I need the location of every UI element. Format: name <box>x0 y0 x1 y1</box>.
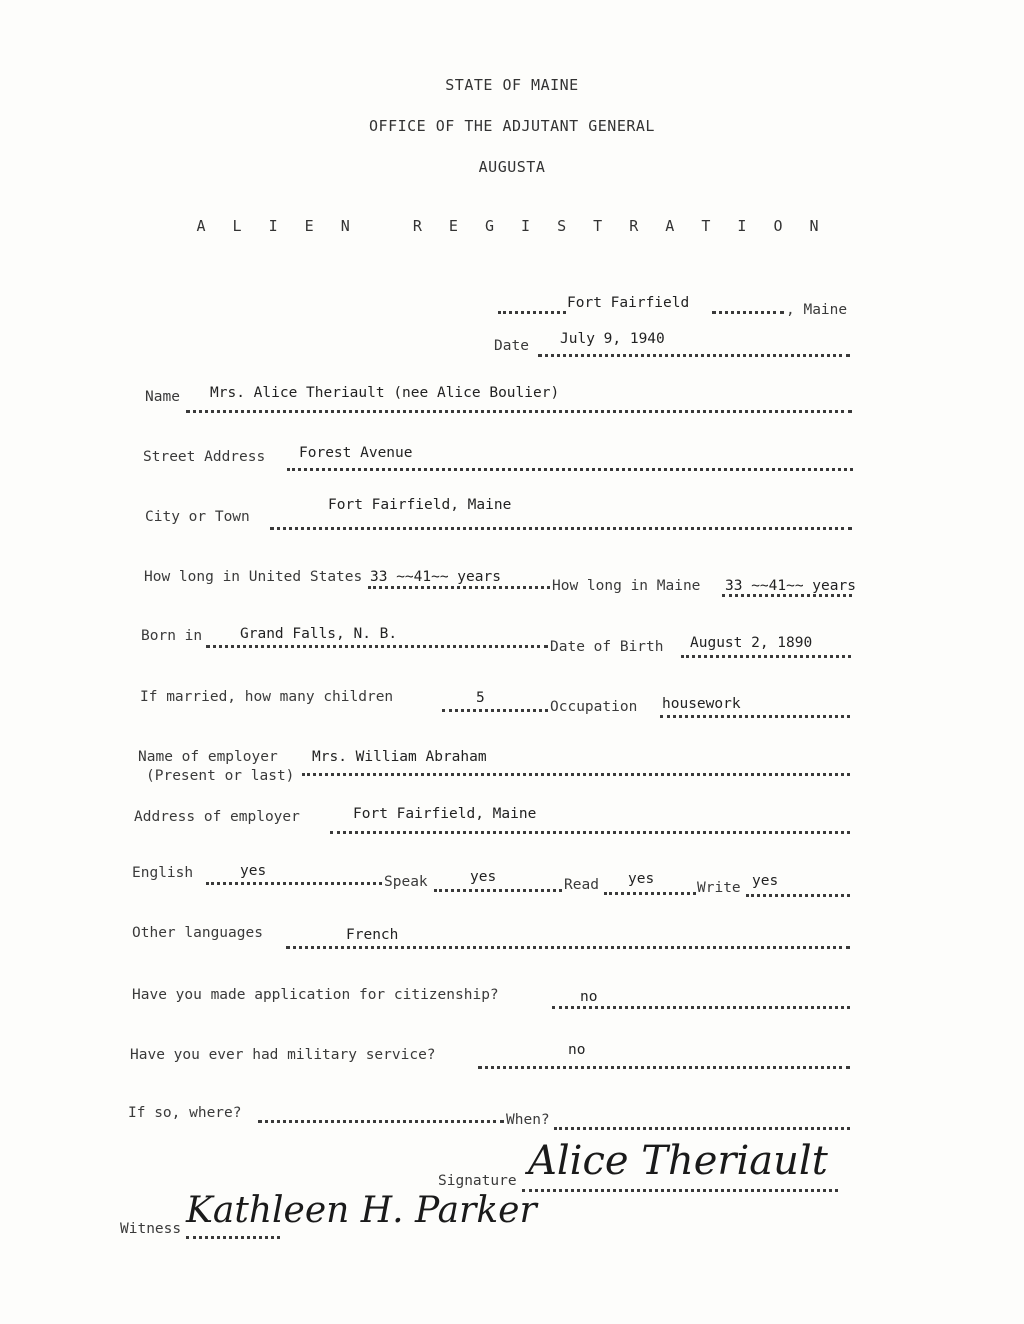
signature-dots <box>522 1189 838 1192</box>
born-dots <box>206 645 548 648</box>
maine-residence-value: 33 ~~41~~ years <box>725 578 856 594</box>
state-heading: STATE OF MAINE <box>445 76 579 94</box>
date-value: July 9, 1940 <box>560 331 665 347</box>
place-town: Fort Fairfield <box>567 295 690 311</box>
street-value: Forest Avenue <box>299 445 413 461</box>
maine-residence-dots <box>722 594 852 597</box>
employer-address-label: Address of employer <box>134 809 300 825</box>
witness-handwriting: Kathleen H. Parker <box>186 1190 537 1231</box>
maine-residence-label: How long in Maine <box>552 578 701 594</box>
citizenship-dots <box>552 1006 850 1009</box>
read-label: Read <box>564 877 599 893</box>
when-label: When? <box>506 1112 550 1128</box>
english-value: yes <box>240 863 267 879</box>
name-dots <box>186 410 852 413</box>
birth-date-label: Date of Birth <box>550 639 664 655</box>
employer-value: Mrs. William Abraham <box>312 749 487 765</box>
write-label: Write <box>697 880 741 896</box>
born-value: Grand Falls, N. B. <box>240 626 398 642</box>
date-label: Date <box>494 338 529 354</box>
english-dots <box>206 882 382 885</box>
occupation-value: housework <box>662 696 741 712</box>
children-dots <box>442 709 548 712</box>
write-dots <box>746 894 850 897</box>
occupation-dots <box>660 715 850 718</box>
birth-date-dots <box>681 655 851 658</box>
witness-label: Witness <box>120 1221 182 1237</box>
city-label: City or Town <box>145 509 250 525</box>
street-dots <box>287 468 853 471</box>
children-value: 5 <box>476 690 485 706</box>
where-dots <box>258 1120 504 1123</box>
signature-label: Signature <box>438 1173 517 1189</box>
city-dots <box>270 527 852 530</box>
occupation-label: Occupation <box>550 699 638 715</box>
place-state: , Maine <box>786 302 848 318</box>
name-value: Mrs. Alice Theriault (nee Alice Boulier) <box>210 385 560 401</box>
employer-label: Name of employer <box>138 749 278 765</box>
employer-address-value: Fort Fairfield, Maine <box>353 806 537 822</box>
us-residence-label: How long in United States <box>144 569 363 585</box>
street-label: Street Address <box>143 449 266 465</box>
form-title: A L I E N R E G I S T R A T I O N <box>196 217 828 235</box>
birth-date-value: August 2, 1890 <box>690 635 813 651</box>
other-languages-dots <box>286 946 850 949</box>
read-value: yes <box>628 871 655 887</box>
where-label: If so, where? <box>128 1105 242 1121</box>
signature-handwriting: Alice Theriault <box>528 1138 828 1184</box>
other-languages-label: Other languages <box>132 925 263 941</box>
speak-value: yes <box>470 869 497 885</box>
us-residence-value: 33 ~~41~~ years <box>370 569 501 585</box>
place-dots-right <box>712 311 784 314</box>
military-label: Have you ever had military service? <box>130 1047 436 1063</box>
write-value: yes <box>752 873 779 889</box>
office-heading: OFFICE OF THE ADJUTANT GENERAL <box>369 117 655 135</box>
children-label: If married, how many children <box>140 689 394 705</box>
place-dots-left <box>498 311 566 314</box>
english-label: English <box>132 865 194 881</box>
read-dots <box>604 892 696 895</box>
date-dots <box>538 354 850 357</box>
when-dots <box>554 1127 850 1130</box>
citizenship-value: no <box>580 989 598 1005</box>
military-dots <box>478 1066 850 1069</box>
name-label: Name <box>145 389 180 405</box>
speak-label: Speak <box>384 874 428 890</box>
speak-dots <box>434 889 562 892</box>
employer-sublabel: (Present or last) <box>146 768 295 784</box>
military-value: no <box>568 1042 586 1058</box>
employer-dots <box>302 773 850 776</box>
employer-address-dots <box>330 831 850 834</box>
citizenship-label: Have you made application for citizenship? <box>132 987 499 1003</box>
city-value: Fort Fairfield, Maine <box>328 497 512 513</box>
city-heading: AUGUSTA <box>478 158 546 176</box>
us-residence-dots <box>368 586 550 589</box>
other-languages-value: French <box>346 927 399 943</box>
born-label: Born in <box>141 628 203 644</box>
witness-dots <box>186 1236 280 1239</box>
